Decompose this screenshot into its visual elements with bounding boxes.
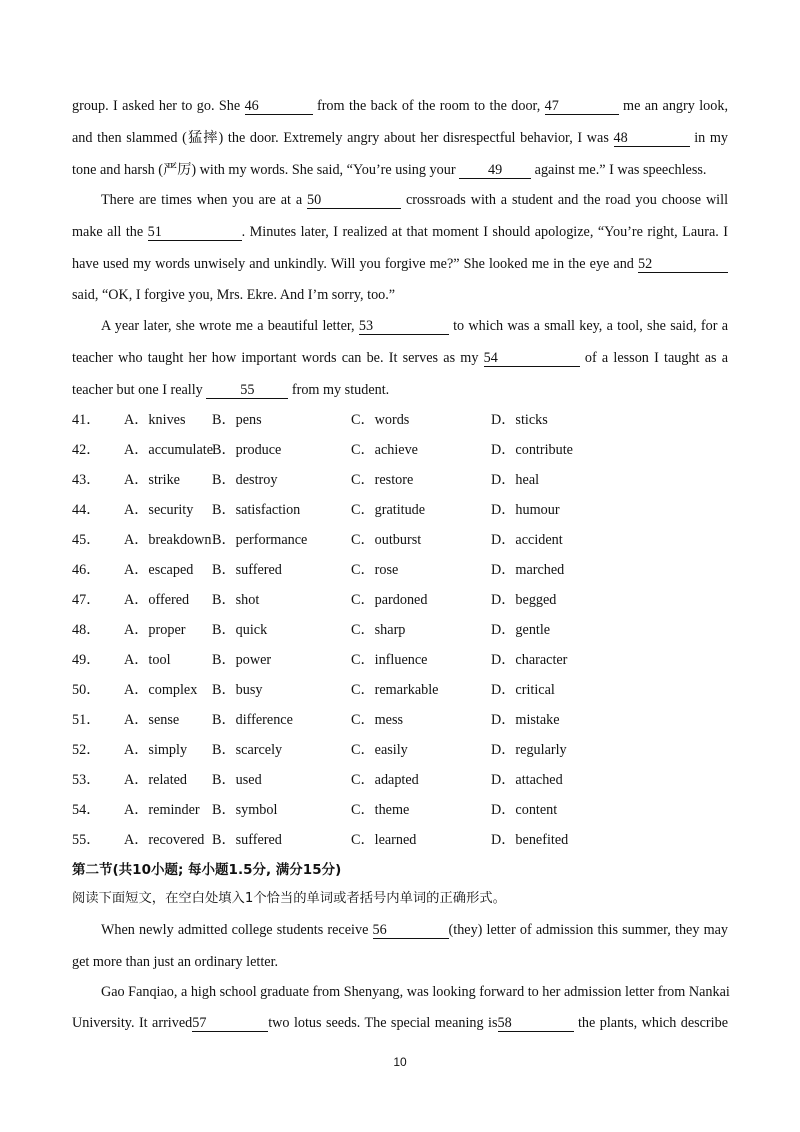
option-d[interactable]: D．heal [491,472,540,488]
option-a[interactable]: A．sense [124,712,180,728]
option-d[interactable]: D．begged [491,592,557,608]
option-d[interactable]: D．mistake [491,712,560,728]
blank-50[interactable]: 50 [307,192,401,209]
blank-54[interactable]: 54 [484,350,580,367]
question-row: 55． A．recovered B．suffered C．learned D．benefited [72,832,569,848]
question-row: 49． A．tool B．power C．influence D．character [72,652,568,668]
question-row: 52． A．simply B．scarcely C．easily D．regularly [72,742,567,758]
question-row: 44． A．security B．satisfaction C．gratitude D．humour [72,502,560,518]
option-c[interactable]: C．learned [351,832,417,848]
passage-line-2: and then slammed (猛摔) the door. Extremely angry about her disrespectful behavior, I was 48 in my [72,130,729,146]
option-a[interactable]: A．knives [124,412,186,428]
option-b[interactable]: B．performance [212,532,308,548]
option-d[interactable]: D．critical [491,682,555,698]
option-a[interactable]: A．simply [124,742,188,758]
option-d[interactable]: D．attached [491,772,563,788]
passage-line-7: said, “OK, I forgive you, Mrs. Ekre. And I’m sorry, too.” [72,287,396,303]
option-b[interactable]: B．produce [212,442,282,458]
blank-58[interactable]: 58 [498,1015,574,1032]
option-c[interactable]: C．rose [351,562,399,578]
option-b[interactable]: B．scarcely [212,742,283,758]
option-d[interactable]: D．marched [491,562,565,578]
page-number: 10 [393,1055,407,1069]
blank-56[interactable]: 56 [373,922,449,939]
option-d[interactable]: D．regularly [491,742,567,758]
option-c[interactable]: C．achieve [351,442,418,458]
option-d[interactable]: D．benefited [491,832,569,848]
passage-line-1: group. I asked her to go. She 46 from the back of the room to the door, 47 me an angry look, [72,98,728,114]
option-b[interactable]: B．destroy [212,472,278,488]
option-a[interactable]: A．complex [124,682,198,698]
blank-48[interactable]: 48 [614,130,690,147]
option-a[interactable]: A．breakdown [124,532,212,548]
passage-line-6: have used my words unwisely and unkindly. Will you forgive me?” She looked me in the eye and 52 [72,255,728,273]
option-c[interactable]: C．adapted [351,772,419,788]
option-a[interactable]: A．offered [124,592,190,608]
option-c[interactable]: C．gratitude [351,502,426,518]
option-d[interactable]: D．humour [491,502,560,518]
blank-55[interactable]: 55 [206,382,288,399]
option-b[interactable]: B．busy [212,682,263,698]
option-c[interactable]: C．pardoned [351,592,428,608]
section-instruction: 阅读下面短文，在空白处填入1个恰当的单词或者括号内单词的正确形式。 [72,891,506,906]
question-row: 45． A．breakdown B．performance C．outburst D．accident [72,532,563,548]
question-row: 41． A．knives B．pens C．words D．sticks [72,412,548,428]
option-a[interactable]: A．recovered [124,832,205,848]
option-c[interactable]: C．remarkable [351,682,439,698]
option-a[interactable]: A．strike [124,472,180,488]
blank-53[interactable]: 53 [359,318,449,335]
option-a[interactable]: A．tool [124,652,171,668]
question-row: 54． A．reminder B．symbol C．theme D．content [72,802,558,818]
option-c[interactable]: C．sharp [351,622,406,638]
passage-line-4: There are times when you are at a 50 crossroads with a student and the road you choose will [101,192,729,208]
blank-46[interactable]: 46 [245,98,313,115]
option-a[interactable]: A．accumulate [124,442,214,458]
blank-49[interactable]: 49 [459,162,531,179]
blank-47[interactable]: 47 [545,98,619,115]
option-b[interactable]: B．power [212,652,272,668]
option-c[interactable]: C．easily [351,742,408,758]
option-b[interactable]: B．used [212,772,262,788]
option-d[interactable]: D．accident [491,532,563,548]
option-c[interactable]: C．outburst [351,532,422,548]
passage-line-8: A year later, she wrote me a beautiful letter, 53 to which was a small key, a tool, she said, for a [101,318,729,334]
option-d[interactable]: D．sticks [491,412,548,428]
option-a[interactable]: A．security [124,502,194,518]
blank-57[interactable]: 57 [192,1015,268,1032]
passage-line-5: make all the 51 . Minutes later, I realized at that moment I should apologize, “You’re right, Laura. I [72,224,728,240]
passage-line-3: tone and harsh (严厉) with my words. She said, “You’re using your 49 against me.” I was speechless. [72,162,707,178]
question-row: 48． A．proper B．quick C．sharp D．gentle [72,622,551,638]
option-c[interactable]: C．influence [351,652,428,668]
option-d[interactable]: D．contribute [491,442,573,458]
question-row: 43． A．strike B．destroy C．restore D．heal [72,472,540,488]
blank-52[interactable]: 52 [638,256,728,273]
option-b[interactable]: B．suffered [212,562,282,578]
option-a[interactable]: A．proper [124,622,186,638]
question-row: 42． A．accumulate B．produce C．achieve D．contribute [72,442,573,458]
option-d[interactable]: D．gentle [491,622,551,638]
option-c[interactable]: C．mess [351,712,404,728]
option-b[interactable]: B．difference [212,712,293,728]
section2-line-3: Gao Fanqiao, a high school graduate from Shenyang, was looking forward to her admission letter from Nankai [101,984,730,1000]
question-row: 51． A．sense B．difference C．mess D．mistake [72,712,560,728]
option-b[interactable]: B．satisfaction [212,502,301,518]
option-b[interactable]: B．shot [212,592,260,608]
question-row: 47． A．offered B．shot C．pardoned D．begged [72,592,557,608]
option-d[interactable]: D．content [491,802,558,818]
question-row: 46． A．escaped B．suffered C．rose D．marched [72,562,565,578]
option-b[interactable]: B．suffered [212,832,282,848]
question-row: 50． A．complex B．busy C．remarkable D．critical [72,682,555,698]
section-title: 第二节(共10小题; 每小题1.5分, 满分15分) [72,862,342,878]
passage-line-9: teacher who taught her how important words can be. It serves as my 54 of a lesson I taught as a [72,350,729,366]
option-c[interactable]: C．restore [351,472,414,488]
option-a[interactable]: A．related [124,772,188,788]
blank-51[interactable]: 51 [148,224,242,241]
option-b[interactable]: B．pens [212,412,262,428]
option-a[interactable]: A．reminder [124,802,200,818]
option-c[interactable]: C．words [351,412,410,428]
option-d[interactable]: D．character [491,652,568,668]
option-b[interactable]: B．quick [212,622,268,638]
option-b[interactable]: B．symbol [212,802,278,818]
section2-line-2: get more than just an ordinary letter. [72,954,279,970]
question-row: 53． A．related B．used C．adapted D．attached [72,772,563,788]
section2-line-4: University. It arrived57 two lotus seeds. The special meaning is58 the plants, which describe [72,1015,728,1031]
option-c[interactable]: C．theme [351,802,410,818]
section2-line-1: When newly admitted college students receive 56 (they) letter of admission this summer, they may [101,922,729,938]
passage-line-10: teacher but one I really 55 from my student. [72,382,390,398]
option-a[interactable]: A．escaped [124,562,194,578]
